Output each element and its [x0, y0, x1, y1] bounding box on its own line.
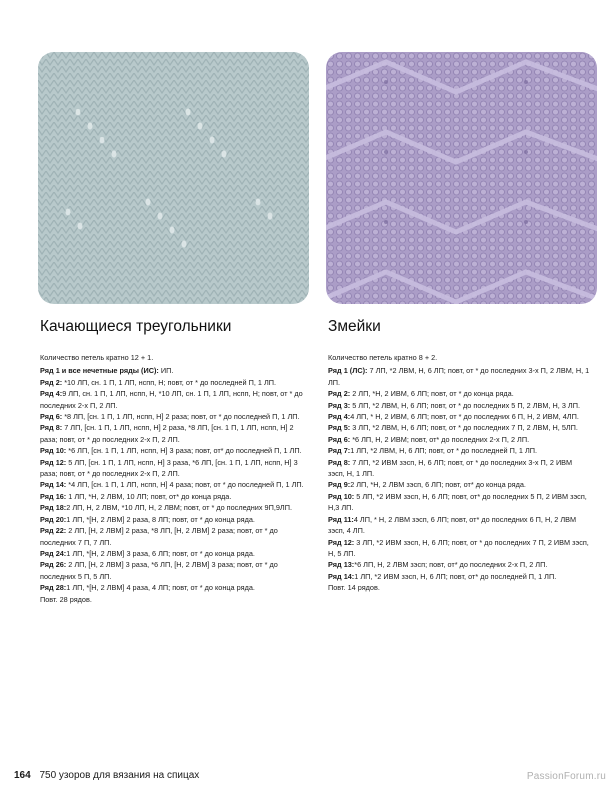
row-text: Повт. 14 рядов. — [328, 583, 380, 593]
pattern-row — [328, 411, 590, 422]
pattern-row — [40, 365, 308, 376]
pattern-row — [40, 502, 308, 513]
pattern-row — [328, 422, 590, 433]
row-label: Ряд 2: — [328, 389, 351, 399]
pattern-row — [40, 422, 308, 445]
pattern-row — [40, 548, 308, 559]
row-label: Ряд 20: — [40, 514, 67, 524]
row-text: 5 ЛП, *2 ИВМ зэсп, Н, 6 ЛП; повт, от* до последних 5 П, 2 ИВМ зэсп, Н,3 ЛП. — [328, 491, 587, 513]
row-label: Ряд 6: — [328, 434, 351, 444]
row-text: 4 ЛП, * Н, 2 ЛВМ зэсп, 6 ЛП; повт, от* до последних 6 П, Н, 2 ЛВМ зэсп, 4 ЛП. — [328, 514, 577, 536]
pattern-row — [328, 445, 590, 456]
pattern-row — [328, 559, 590, 570]
row-label: Ряд 8: — [328, 457, 351, 467]
row-label: Ряд 10: — [40, 446, 67, 456]
pattern-row — [328, 479, 590, 490]
row-label: Ряд 16: — [40, 491, 67, 501]
right-pattern-title: Змейки — [328, 318, 381, 335]
row-text: 2 ЛП, Н, 2 ЛВМ, *10 ЛП, Н, 2 ЛВМ; повт, от * до последних 9П,9ЛП. — [66, 503, 292, 513]
right-swatch-photo — [326, 52, 597, 304]
row-text: *6 ЛП, Н, 2 ИВМ; повт, от* до последних 2-х П, 2 ЛП. — [350, 434, 530, 444]
pattern-row — [40, 377, 308, 388]
row-label: Ряд 7: — [328, 446, 351, 456]
right-pattern-column — [328, 318, 590, 594]
left-pattern-rows — [40, 365, 308, 605]
pattern-row — [40, 514, 308, 525]
pattern-row — [328, 514, 590, 537]
pattern-row — [40, 594, 308, 605]
row-label: Ряд 1 (ЛС): — [328, 366, 368, 376]
pattern-row — [328, 457, 590, 480]
row-text: *6 ЛП, Н, 2 ЛВМ зэсп; повт, от* до последних 2-х П, 2 ЛП. — [354, 560, 548, 570]
row-text: 1 ЛП, *2 ИВМ зэсп, Н, 6 ЛП; повт, от* до последней П, 1 ЛП. — [354, 571, 557, 581]
pattern-row — [328, 400, 590, 411]
right-pattern-rows — [328, 365, 590, 593]
row-label: Ряд 4: — [328, 412, 351, 422]
pattern-row — [328, 365, 590, 388]
page-footer — [14, 770, 199, 781]
row-text: 7 ЛП, *2 ЛВМ, Н, 6 ЛП; повт, от * до последних 3-х П, 2 ЛВМ, Н, 1 ЛП. — [328, 366, 590, 387]
row-text: 5 ЛП, *2 ЛВМ, Н, 6 ЛП; повт, от * до последних 5 П, 2 ЛВМ, Н, 3 ЛП. — [350, 400, 580, 410]
row-label: Ряд 14: — [328, 571, 355, 581]
row-text: *8 ЛП, [сн. 1 П, 1 ЛП, нспп, Н] 2 раза; повт, от * до последней П, 1 ЛП. — [62, 412, 300, 422]
pattern-row — [40, 457, 308, 480]
row-text: 2 ЛП, [Н, 2 ЛВМ] 3 раза, *6 ЛП, [Н, 2 ЛВМ] 3 раза; повт, от * до последних 5 П, 5 ЛП. — [40, 560, 278, 581]
row-label: Ряд 14: — [40, 480, 67, 490]
right-pattern-intro: Количество петель кратно 8 + 2. — [328, 353, 438, 362]
knit-swatch-image-right — [326, 52, 597, 304]
left-pattern-title: Качающиеся треугольники — [40, 318, 232, 335]
left-pattern-column — [40, 318, 308, 605]
pattern-row — [328, 537, 590, 560]
row-text: *4 ЛП, [сн. 1 П, 1 ЛП, нспп, Н] 4 раза; повт, от * до последней П, 1 ЛП. — [66, 480, 304, 490]
row-label: Ряд 26: — [40, 560, 67, 570]
row-label: Ряд 18: — [40, 503, 67, 513]
row-text: 4 ЛП, * Н, 2 ИВМ, 6 ЛП; повт, от * до последних 6 П, Н, 2 ИВМ, 4ЛП. — [350, 412, 579, 422]
row-label: Ряд 4: — [40, 389, 63, 399]
row-label: Ряд 13: — [328, 560, 355, 570]
row-label: Ряд 1 и все нечетные ряды (ИС): — [40, 366, 159, 376]
row-text: 1 ЛП, *Н, 2 ЛВМ, 10 ЛП; повт, от* до конца ряда. — [66, 491, 232, 501]
pattern-row — [40, 559, 308, 582]
row-label: Ряд 5: — [328, 423, 351, 433]
pattern-row — [40, 479, 308, 490]
row-text: 1 ЛП, *2 ЛВМ, Н, 6 ЛП; повт, от * до последней П, 1 ЛП. — [350, 446, 538, 456]
row-label: Ряд 3: — [328, 400, 351, 410]
row-text: 7 ЛП, *2 ИВМ зэсп, Н, 6 ЛП; повт, от * до последних 3-х П, 2 ИВМ зэсп, Н, 1 ЛП. — [328, 457, 573, 479]
row-text: 2 ЛП, [Н, 2 ЛВМ] 2 раза, *8 ЛП, [Н, 2 ЛВМ] 2 раза; повт, от * до последних 7 П, 7 ЛП. — [40, 526, 278, 547]
pattern-row — [328, 434, 590, 445]
row-text: 5 ЛП, [сн. 1 П, 1 ЛП, нспп, Н] 3 раза, *6 ЛП, [сн. 1 П, 1 ЛП, нспп, Н] 3 раза; повт, от * до последних 2-х П, 2 ЛП. — [40, 457, 298, 479]
row-text: 3 ЛП, *2 ЛВМ, Н, 6 ЛП; повт, от * до последних 7 П, 2 ЛВМ, Н, 5ЛП. — [350, 423, 578, 433]
row-label: Ряд 12: — [40, 457, 67, 467]
pattern-row — [40, 582, 308, 593]
row-text: ИП. — [158, 366, 174, 376]
row-label: Ряд 10: — [328, 491, 355, 501]
left-swatch-photo — [38, 52, 309, 304]
watermark: PassionForum.ru — [526, 771, 606, 782]
pattern-row — [328, 582, 590, 593]
book-title: 750 узоров для вязания на спицах — [39, 770, 200, 781]
pattern-row — [40, 445, 308, 456]
row-label: Ряд 2: — [40, 377, 63, 387]
pattern-row — [40, 388, 308, 411]
row-text: 9 ЛП, сн. 1 П, 1 ЛП, нспп, Н, *10 ЛП, сн. 1 П, 1 ЛП, нспп, Н; повт, от * до последних 2-х П, 2 ЛП. — [40, 389, 303, 410]
pattern-row — [40, 411, 308, 422]
row-text: 3 ЛП, *2 ИВМ зэсп, Н, 6 ЛП; повт, от * до последних 7 П, 2 ИВМ зэсп, Н, 5 ЛП. — [328, 537, 589, 558]
row-label: Ряд 9: — [328, 480, 351, 490]
pattern-row — [40, 525, 308, 548]
pattern-row — [328, 491, 590, 514]
row-text: 2 ЛП, *Н, 2 ЛВМ зэсп, 6 ЛП; повт, от* до конца ряда. — [350, 480, 526, 490]
pattern-row — [328, 388, 590, 399]
row-text: 1 ЛП, *[Н, 2 ЛВМ] 4 раза, 4 ЛП; повт, от * до конца ряда. — [66, 583, 255, 593]
row-label: Ряд 28: — [40, 583, 67, 593]
knit-swatch-image-left — [38, 52, 309, 304]
left-pattern-intro: Количество петель кратно 12 + 1. — [40, 353, 154, 362]
row-label: Ряд 22: — [40, 526, 67, 536]
row-label: Ряд 24: — [40, 548, 67, 558]
row-label: Ряд 6: — [40, 412, 63, 422]
row-text: 7 ЛП, [сн. 1 П, 1 ЛП, нспп, Н] 2 раза, *8 ЛП, [сн. 1 П, 1 ЛП, нспп, Н] 2 раза; повт, от * до последних 2-х П, 2 ЛП. — [40, 423, 294, 444]
pattern-row — [328, 571, 590, 582]
row-text: 1 ЛП, *[Н, 2 ЛВМ] 2 раза, 8 ЛП; повт, от * до конца ряда. — [66, 514, 255, 524]
row-label: Ряд 8: — [40, 423, 63, 433]
row-text: *6 ЛП, [сн. 1 П, 1 ЛП, нспп, Н] 3 раза; повт, от* до последней П, 1 ЛП. — [66, 446, 302, 456]
row-label: Ряд 11: — [328, 514, 354, 524]
row-label: Ряд 12: — [328, 537, 355, 547]
page-number: 164 — [14, 770, 31, 781]
row-text: 2 ЛП, *Н, 2 ИВМ, 6 ЛП; повт, от * до конца ряда. — [350, 389, 514, 399]
row-text: 1 ЛП, *[Н, 2 ЛВМ] 3 раза, 6 ЛП; повт, от * до конца ряда. — [66, 548, 255, 558]
pattern-row — [40, 491, 308, 502]
row-text: *10 ЛП, сн. 1 П, 1 ЛП, нспп, Н; повт, от * до последней П, 1 ЛП. — [62, 377, 277, 387]
row-text: Повт. 28 рядов. — [40, 594, 92, 604]
